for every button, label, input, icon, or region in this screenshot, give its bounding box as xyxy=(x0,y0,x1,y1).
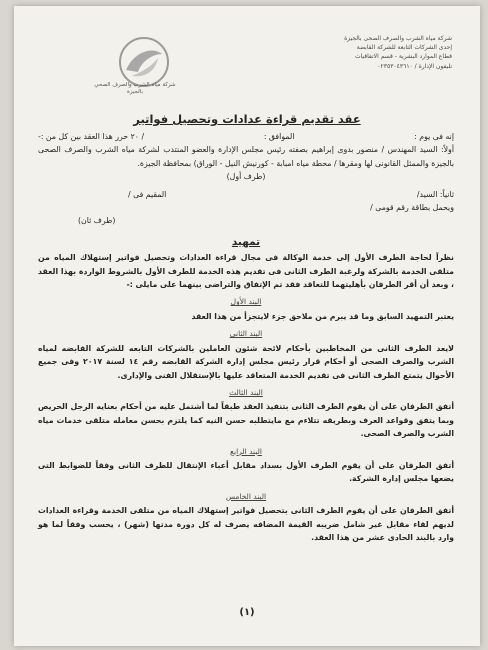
first-party-label: (طرف أول) xyxy=(226,172,266,182)
contract-body xyxy=(38,130,454,544)
clause-text: أتفق الطرفان على أن يقوم الطرف الثانى بتنفيذ العقد طبقاً لما أشتمل عليه من أحكام بعنايه الرجل الحريص وبما يتفق وقواعد العرف وبطريقه تتلاءم مع مايتطلبه حسن النيه كما يلتزم بحسن معامله متلقى خدمات مياه الشرب والصرف الصحى. xyxy=(38,402,454,439)
second-party-mr: ثانياً: السيد/ xyxy=(416,189,454,199)
clause-title: البند الخامس xyxy=(225,491,267,501)
header-line: قطاع الموارد البشرية - قسم الاتفاقيات xyxy=(354,53,452,61)
company-header xyxy=(277,34,452,71)
intro-written: / ٢٠ حرر هذا العقد بين كل من :- xyxy=(38,132,145,141)
second-party-label: (طرف ثان) xyxy=(78,216,116,226)
header-line: تليفون الإدارة / ٠٢٣٥٣٠٤٣٦١٠ xyxy=(377,62,452,70)
preamble-text: نظراً لحاجة الطرف الأول إلى خدمة الوكالة فى مجال قراءة العدادات وتحصيل فواتير إستهلاك المياه من متلقى الخدمة بالشركة ولرغبة الطرف الثانى فى تقديم هذه الخدمة للطرف الأول بالشروط الواردة بهذا العقد ، وبعد أن أقر الطرفان بأهليتهما للتعاقد فقد تم الإتفاق والتراضى بينهما على مايلى :- xyxy=(38,253,454,290)
preamble-heading: تمهيد xyxy=(231,235,261,248)
clause-text: أتفق الطرفان على أن يقوم الطرف الأول بسداد مقابل أعباء الإنتقال للطرف الثانى وفقاً للضوابط التى يضعها مجلس إدارة الشركة. xyxy=(38,460,454,484)
header-line: إحدى الشركات التابعة للشركة القابضة xyxy=(356,44,452,52)
clause-title: البند الثالث xyxy=(229,387,263,397)
page-number: (١) xyxy=(239,607,255,618)
second-party-id: ويحمل بطاقة رقم قومى / xyxy=(370,203,454,213)
clause-text: أتفق الطرفان على أن يقوم الطرف الثانى بتحصيل فواتير إستهلاك المياه من متلقى الخدمة وقراءة العدادات لديهم لقاء مقابل غير شامل ضريبه القيمة المضافه يصرف له كل دورة مدتها (شهر) ، يحسب وفقاً لما هو وارد بالبند الحادى عشر من هذا العقد. xyxy=(38,506,454,542)
clause-title: البند الأول xyxy=(230,297,262,307)
logo-caption: شركة مياه الشرب والصرف الصحي بالجيزة xyxy=(94,82,176,95)
clause-text: يعتبر التمهيد السابق وما قد يبرم من ملاحق جزء لايتجزأ من هذا العقد xyxy=(191,311,454,321)
intro-day: إنه فى يوم : xyxy=(414,132,454,141)
intro-dated: الموافق : xyxy=(263,132,295,141)
contract-page xyxy=(14,6,480,646)
intro-line xyxy=(38,130,454,143)
second-party-resident: المقيم فى / xyxy=(128,189,167,199)
first-party-text: أولاً: السيد المهندس / منصور بدوى إبراهيم بصفته رئيس مجلس الإدارة والعضو المنتدب لشركة مياه الشرب والصرف الصحى بالجيزة والممثل القانونى لها ومقرها / محطة مياه امبابة - كورنيش النيل - الوراق) بمحافظة الجيزة. xyxy=(38,145,454,168)
contract-title: عقد تقديم قراءة عدادات وتحصيل فواتير xyxy=(133,112,361,126)
clause-text: لايعد الطرف الثانى من المخاطبين بأحكام لائحة شئون العاملين بالشركات التابعه للشركة القابضه لمياه الشرب والصرف الصحى أو أحكام قرار رئيس مجلس إدارة الشركة القابضه رقم ١٤ لسنة ٢٠١٧ وفى جميع الأحوال يتمتع الطرف الثانى فى تقديم الخدمة المتعاقد عليها بالإستقلال الفنى والإدارى. xyxy=(38,343,455,380)
header-line: شركة مياه الشرب والصرف الصحى بالجيزة xyxy=(344,35,452,42)
second-party-line xyxy=(38,188,454,201)
clause-title: البند الثانى xyxy=(229,329,263,339)
clause-title: البند الرابع xyxy=(230,446,262,456)
